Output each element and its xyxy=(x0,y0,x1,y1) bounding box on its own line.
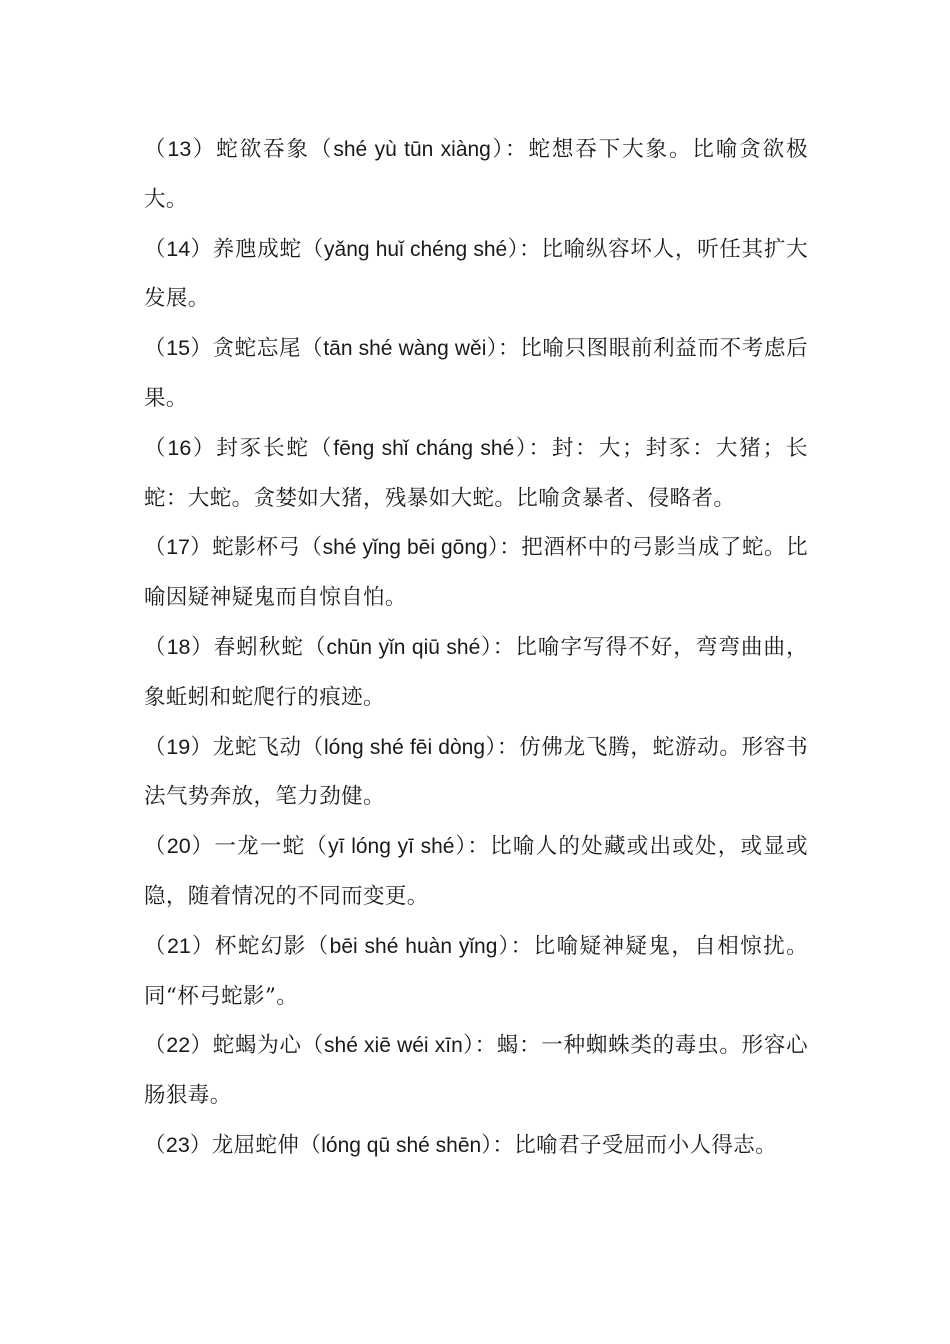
idiom-entry-18: （18）春蚓秋蛇（chūn yǐn qiū shé）：比喻字写得不好，弯弯曲曲，象蚯蚓和蛇爬行的痕迹。 xyxy=(144,634,808,710)
pinyin-text: fēng shǐ cháng shé xyxy=(333,436,515,460)
idiom-entry-16: （16）封豕长蛇（fēng shǐ cháng shé）：封：大；封豕：大猪；长蛇：大蛇。贪婪如大猪，残暴如大蛇。比喻贪暴者、侵略者。 xyxy=(144,435,808,511)
entry-number: 22 xyxy=(166,1033,191,1058)
pinyin-text: chūn yǐn qiū shé xyxy=(326,635,481,659)
pinyin-text: tān shé wàng wěi xyxy=(323,337,487,361)
idiom-text: 养虺成蛇 xyxy=(212,236,302,262)
pinyin-text: lóng shé fēi dòng xyxy=(324,735,486,759)
idiom-text: 蛇欲吞象 xyxy=(216,137,310,162)
idiom-text: 春蚓秋蛇 xyxy=(213,634,304,660)
idiom-text: 龙屈蛇伸 xyxy=(211,1132,300,1158)
idiom-entry-15: （15）贪蛇忘尾（tān shé wàng wěi）：比喻只图眼前利益而不考虑后果。 xyxy=(144,336,808,411)
definition-text: 比喻只图眼前利益而不考虑后果。 xyxy=(144,336,808,411)
pinyin-text: lóng qū shé shēn xyxy=(321,1133,482,1157)
definition-text: 比喻君子受屈而小人得志。 xyxy=(514,1132,778,1158)
entry-number: 19 xyxy=(166,734,191,759)
definition-text: 蛇想吞下大象。比喻贪欲极大。 xyxy=(144,137,808,212)
pinyin-text: yī lóng yī shé xyxy=(328,835,455,859)
idiom-text: 封豕长蛇 xyxy=(216,435,310,461)
definition-text: 比喻纵容坏人，听任其扩大发展。 xyxy=(144,236,808,312)
idiom-entry-22: （22）蛇蝎为心（shé xiē wéi xīn）：蝎：一种蜘蛛类的毒虫。形容心肠狠毒。 xyxy=(144,1033,808,1109)
pinyin-text: yǎng huǐ chéng shé xyxy=(324,237,508,261)
idiom-entry-17: （17）蛇影杯弓（shé yǐng bēi gōng）：把酒杯中的弓影当成了蛇。比喻因疑神疑鬼而自惊自怕。 xyxy=(144,535,809,611)
definition-text: 比喻人的处藏或出或处，或显或隐，随着情况的不同而变更。 xyxy=(144,834,808,909)
definition-text: 仿佛龙飞腾，蛇游动。形容书法气势奔放，笔力劲健。 xyxy=(144,734,808,810)
idiom-text: 杯蛇幻影 xyxy=(214,933,307,959)
definition-text: 比喻疑神疑鬼，自相惊扰。同“杯弓蛇影”。 xyxy=(144,933,808,1009)
idiom-entry-20: （20）一龙一蛇（yī lóng yī shé）：比喻人的处藏或出或处，或显或隐，随着情况的不同而变更。 xyxy=(144,834,808,909)
entry-number: 16 xyxy=(167,435,192,460)
idiom-text: 蛇影杯弓 xyxy=(212,535,301,561)
document-body xyxy=(144,125,808,1171)
idiom-text: 一龙一蛇 xyxy=(214,834,306,860)
entry-number: 14 xyxy=(166,236,191,261)
idiom-text: 贪蛇忘尾 xyxy=(212,336,302,362)
idiom-text: 龙蛇飞动 xyxy=(212,734,302,760)
definition-text: 封：大；封豕：大猪；长蛇：大蛇。贪婪如大猪，残暴如大蛇。比喻贪暴者、侵略者。 xyxy=(144,435,808,511)
entry-number: 17 xyxy=(166,535,190,560)
idiom-entry-21: （21）杯蛇幻影（bēi shé huàn yǐng）：比喻疑神疑鬼，自相惊扰。同“杯弓蛇影”。 xyxy=(144,933,808,1009)
idiom-entry-13: （13）蛇欲吞象（shé yù tūn xiàng）：蛇想吞下大象。比喻贪欲极大。 xyxy=(144,137,808,212)
entry-number: 21 xyxy=(166,933,191,958)
pinyin-text: shé yù tūn xiàng xyxy=(333,138,491,161)
idiom-entry-23: （23）龙屈蛇伸（lóng qū shé shēn）：比喻君子受屈而小人得志。 xyxy=(144,1132,778,1158)
definition-text: 比喻字写得不好，弯弯曲曲，象蚯蚓和蛇爬行的痕迹。 xyxy=(144,634,808,710)
entry-number: 15 xyxy=(166,336,191,361)
idiom-text: 蛇蝎为心 xyxy=(212,1033,302,1059)
pinyin-text: bēi shé huàn yǐng xyxy=(329,934,498,958)
pinyin-text: shé xiē wéi xīn xyxy=(324,1034,463,1058)
entry-number: 13 xyxy=(167,137,192,161)
entry-number: 23 xyxy=(165,1132,190,1157)
entry-number: 18 xyxy=(166,634,191,659)
entry-number: 20 xyxy=(166,834,191,859)
definition-text: 把酒杯中的弓影当成了蛇。比喻因疑神疑鬼而自惊自怕。 xyxy=(144,535,809,611)
definition-text: 蝎：一种蜘蛛类的毒虫。形容心肠狠毒。 xyxy=(144,1033,808,1109)
idiom-entry-14: （14）养虺成蛇（yǎng huǐ chéng shé）：比喻纵容坏人，听任其扩大发展。 xyxy=(144,236,808,312)
pinyin-text: shé yǐng bēi gōng xyxy=(322,536,488,560)
idiom-entry-19: （19）龙蛇飞动（lóng shé fēi dòng）：仿佛龙飞腾，蛇游动。形容书法气势奔放，笔力劲健。 xyxy=(144,734,808,810)
